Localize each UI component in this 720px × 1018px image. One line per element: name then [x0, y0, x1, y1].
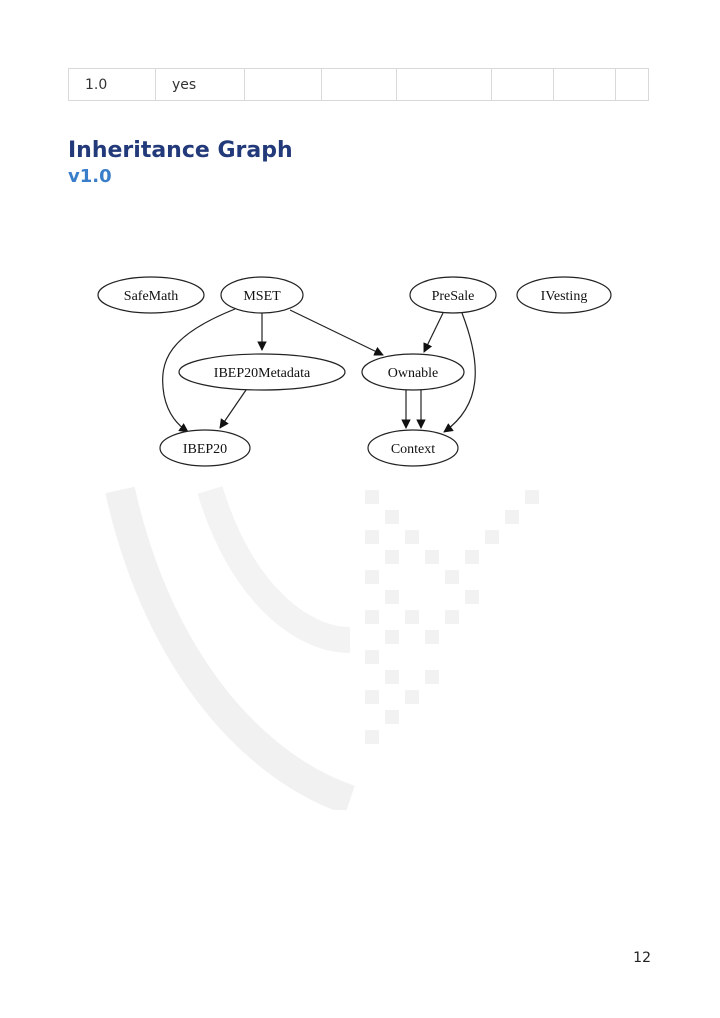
node-label-mset: MSET	[243, 289, 281, 304]
section-title: Inheritance Graph	[68, 138, 293, 163]
edge-presale-ownable	[424, 313, 443, 352]
table-cell: yes	[156, 69, 245, 101]
node-label-safemath: SafeMath	[123, 289, 179, 304]
node-label-ownable: Ownable	[387, 366, 439, 381]
node-label-ivesting: IVesting	[540, 289, 588, 304]
page-number: 12	[633, 950, 651, 966]
edge-mset-ownable	[290, 310, 383, 355]
node-label-ibep20metadata: IBEP20Metadata	[213, 366, 311, 381]
table-cell: 1.0	[69, 69, 156, 101]
edge-ibep20metadata-ibep20	[220, 390, 246, 428]
node-label-context: Context	[390, 442, 436, 457]
node-label-presale: PreSale	[431, 289, 475, 304]
section-subtitle: v1.0	[68, 166, 112, 187]
node-label-ibep20: IBEP20	[182, 442, 228, 457]
